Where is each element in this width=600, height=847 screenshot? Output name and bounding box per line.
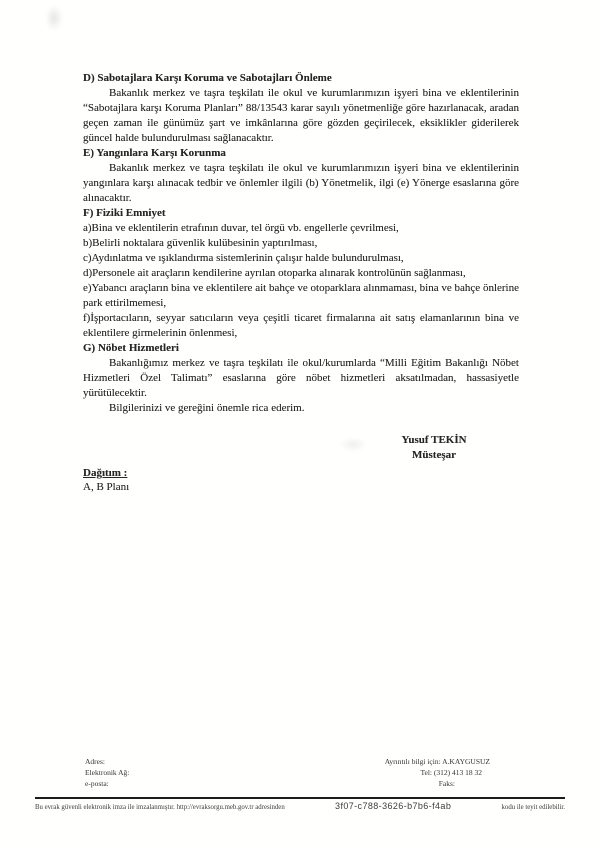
signatory-name: Yusuf TEKİN	[401, 434, 467, 446]
document-body	[83, 71, 519, 416]
list-item-e: e)Yabancı araçların bina ve eklentilere ait bahçe ve otoparklara alınmaması, bina ve bahçe önlerine park ettirilmemesi,	[83, 282, 519, 309]
e-signature-verification-line	[35, 801, 565, 811]
signature-block	[370, 433, 498, 463]
address-label: Adres:	[85, 757, 105, 766]
paragraph-guard-duty: Bakanlığımız merkez ve taşra teşkilatı ile okul/kurumlarda “Milli Eğitim Bakanlığı Nöbet Hizmetleri Özel Talimatı” esaslarına göre nöbet hizmetleri aksatılmadan, hassasiyetle yürütülecektir.	[83, 357, 519, 399]
fax-label: Faks:	[438, 779, 455, 788]
footer-contact-right	[385, 756, 490, 789]
paragraph-fire: Bakanlık merkez ve taşra teşkilatı ile okul ve kurumlarımızın işyeri bina ve eklentilerinin yangınlara karşı alınacak tedbir ve önlemler ilgili (b) Yönetmelik, ilgi (e) Yönerge esaslarına göre alınacaktır.	[83, 162, 519, 204]
electronic-network-label: Elektronik Ağ:	[85, 768, 130, 777]
list-item-a: a)Bina ve eklentilerin etrafının duvar, tel örgü vb. engellerle çevrilmesi,	[83, 222, 399, 234]
list-item-c: c)Aydınlatma ve ışıklandırma sistemlerinin çalışır halde bulundurulması,	[83, 252, 404, 264]
phone-number: Tel: (312) 413 18 32	[420, 768, 482, 777]
email-label: e-posta:	[85, 779, 109, 788]
footer-divider	[35, 797, 565, 799]
paragraph-sabotage: Bakanlık merkez ve taşra teşkilatı ile okul ve kurumlarımızın işyeri bina ve eklentilerinin “Sabotajlara karşı Koruma Planları” 88/13543 karar sayılı yönetmenliğe göre hazırlanacak, aradan geçen zaman ile günümüz şart ve imkânlarına göre gözden geçirilecek, eksiklikler giderilerek güncel halde bulundurulması sağlanacaktır.	[83, 87, 519, 144]
verification-prefix: Bu evrak güvenli elektronik imza ile imzalanmıştır. http://evraksorgu.meb.gov.tr adresinden	[35, 804, 285, 811]
scan-artifact-signature	[340, 438, 366, 451]
verification-code: 3f07-c788-3626-b7b6-f4ab	[335, 801, 452, 811]
section-heading-e: E) Yangınlara Karşı Korunma	[83, 147, 226, 159]
section-fire-protection	[83, 146, 519, 206]
section-sabotage-protection	[83, 71, 519, 146]
section-heading-d: D) Sabotajlara Karşı Koruma ve Sabotajları Önleme	[83, 72, 332, 84]
distribution-value: A, B Planı	[83, 481, 130, 493]
footer-contact-left	[85, 756, 129, 789]
distribution-block	[83, 466, 129, 494]
section-guard-duty	[83, 341, 519, 416]
closing-line: Bilgilerinizi ve gereğini önemle rica ederim.	[109, 402, 305, 414]
list-item-d: d)Personele ait araçların kendilerine ayrılan otoparka alınarak kontrolünün sağlanması,	[83, 267, 466, 279]
signatory-title: Müsteşar	[412, 449, 456, 461]
section-physical-security	[83, 206, 519, 341]
list-item-b: b)Belirli noktalara güvenlik kulübesinin yaptırılması,	[83, 237, 318, 249]
section-heading-f: F) Fiziki Emniyet	[83, 207, 166, 219]
verification-suffix: kodu ile teyit edilebilir.	[501, 804, 565, 811]
section-heading-g: G) Nöbet Hizmetleri	[83, 342, 179, 354]
contact-person: Ayrıntılı bilgi için: A.KAYGUSUZ	[384, 757, 490, 766]
list-item-f: f)İşportacıların, seyyar satıcıların veya çeşitli ticaret firmalarına ait satış elamanlarının bina ve eklentilere girmelerinin önlenmesi,	[83, 312, 519, 339]
scan-artifact-top	[46, 6, 62, 30]
distribution-label: Dağıtım :	[83, 467, 128, 479]
